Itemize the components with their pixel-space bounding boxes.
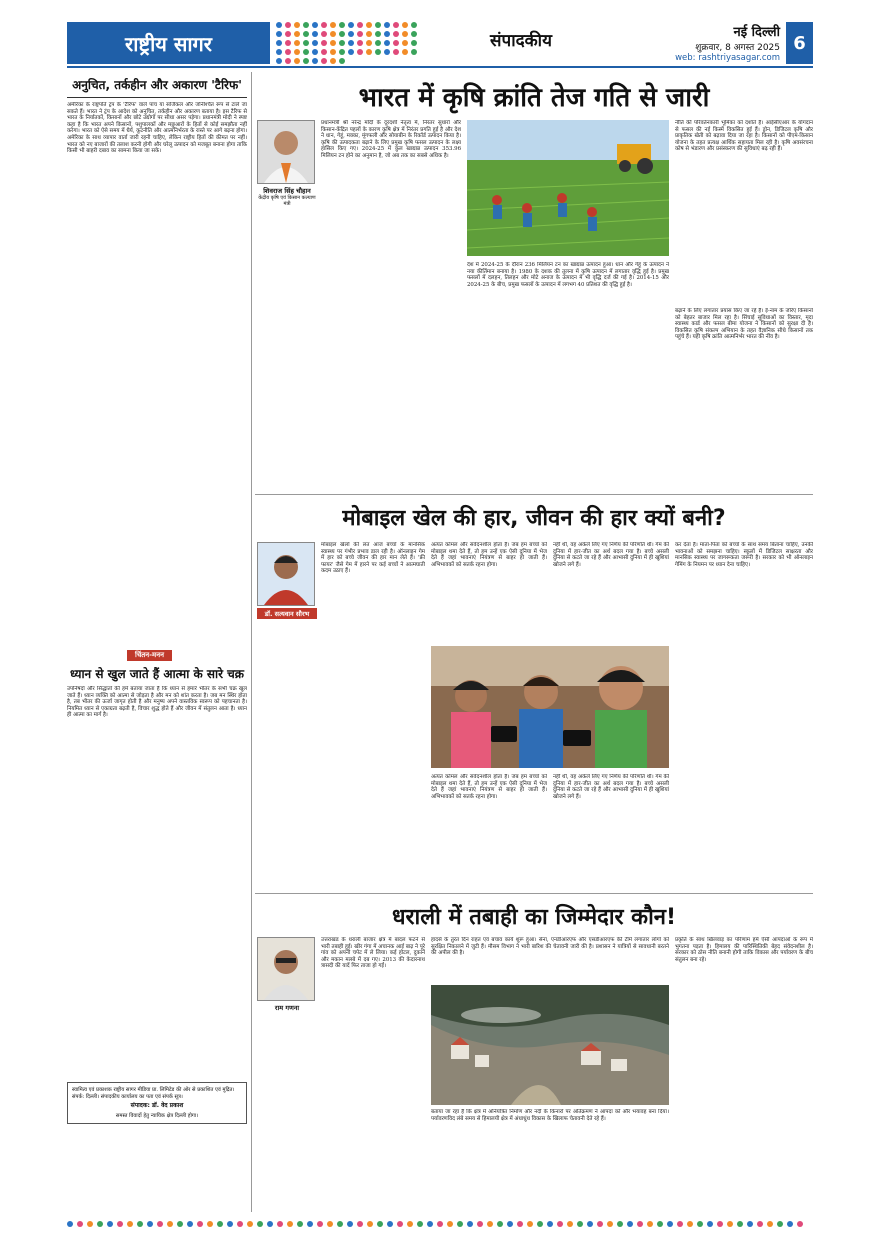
- dot: [312, 49, 318, 55]
- dot: [497, 1221, 503, 1227]
- headline[interactable]: भारत में कृषि क्रांति तेज गति से जारी: [358, 83, 710, 113]
- imprint-text: स्वामित्व एवं प्रकाशक राष्ट्रीय सागर मीडिया प्रा. लिमिटेड की ओर से प्रकाशित एवं मुद्रित। संपर्क: दिल्ली। संपादकीय कार्यालय का पता एवं संपर्क सूत्र।: [72, 1087, 235, 1100]
- dot: [411, 22, 417, 28]
- dot: [375, 40, 381, 46]
- dot: [285, 58, 291, 64]
- person-icon: [261, 940, 311, 1000]
- dot: [377, 1221, 383, 1227]
- author-photo: [257, 120, 315, 184]
- dot: [357, 49, 363, 55]
- dot: [107, 1221, 113, 1227]
- column-tag: चिंतन-मनन: [127, 650, 172, 661]
- newspaper-brand: राष्ट्रीय सागर: [67, 22, 270, 64]
- dot: [627, 1221, 633, 1227]
- dot: [276, 58, 282, 64]
- dot: [267, 1221, 273, 1227]
- article-body-col: नहीं थी, वह अकेले लिए गए निर्णय की परिणति थी। गेम की दुनिया में हार-जीत का अर्थ बदल गया है। बच्चे असली दुनिया से कटते जा रहे हैं और आभासी दुनिया में ही खुशियां खोजने लगे हैं।: [553, 542, 669, 568]
- dot: [747, 1221, 753, 1227]
- farm-photo: [467, 120, 669, 256]
- dot: [312, 31, 318, 37]
- children-gaming-photo: [431, 646, 669, 768]
- dot: [321, 22, 327, 28]
- edition-city: नई दिल्ली: [733, 25, 780, 40]
- section-divider: [255, 893, 813, 894]
- dot: [393, 40, 399, 46]
- dot: [337, 1221, 343, 1227]
- article-body-col: प्रधानमंत्री श्री नरेन्द्र मोदी के दूरदर्शी नेतृत्व में, निरंतर सुधारों और किसान-केंद्रित पहलों के कारण कृषि क्षेत्र में निरंतर प्रगति हुई है और देश ने धान, गेहूं, मक्का, मूंगफली और सोयाबीन के रिकॉर्ड उत्पादन किया है। कृषि की उत्पादकता बढ़ाने के लिए प्रमुख कृषि फसल उत्पादन के लक्ष्य हासिल किए गए। 2024-25 में कुल खाद्यान्न उत्पादन 353.96 मिलियन टन होने का अनुमान है, जो अब तक का सबसे अधिक है।: [321, 120, 461, 159]
- dot: [667, 1221, 673, 1227]
- dot: [285, 31, 291, 37]
- dot: [366, 22, 372, 28]
- dot: [285, 49, 291, 55]
- dot: [402, 31, 408, 37]
- dot: [167, 1221, 173, 1227]
- person-icon: [261, 123, 311, 183]
- dot: [393, 31, 399, 37]
- dot: [384, 40, 390, 46]
- editor-name: संपादक: डॉ. वेद प्रकाश: [130, 1102, 184, 1109]
- dot: [177, 1221, 183, 1227]
- dot: [87, 1221, 93, 1227]
- dot: [366, 31, 372, 37]
- column-title: ध्यान से खुल जाते हैं आत्मा के सारे चक्र: [69, 667, 245, 681]
- dot: [402, 49, 408, 55]
- dot: [117, 1221, 123, 1227]
- dot: [517, 1221, 523, 1227]
- dot: [457, 1221, 463, 1227]
- dot: [577, 1221, 583, 1227]
- dot: [321, 31, 327, 37]
- dot: [607, 1221, 613, 1227]
- dot: [547, 1221, 553, 1227]
- dot: [297, 1221, 303, 1227]
- column-divider: [251, 72, 252, 1212]
- dot: [417, 1221, 423, 1227]
- dot: [307, 1221, 313, 1227]
- dot: [339, 58, 345, 64]
- dot: [637, 1221, 643, 1227]
- article-body-col: प्रकृति के साथ खिलवाड़ का परिणाम हमें ऐसी आपदाओं के रूप में भुगतना पड़ता है। हिमालय की पारिस्थितिकी बेहद संवेदनशील है। सरकार को ठोस नीति बनानी होगी ताकि विकास और पर्यावरण के बीच संतुलन बना रहे।: [675, 937, 813, 963]
- dot: [707, 1221, 713, 1227]
- dot: [327, 1221, 333, 1227]
- dot: [467, 1221, 473, 1227]
- dot: [339, 31, 345, 37]
- headline[interactable]: धराली में तबाही का जिम्मेदार कौन!: [391, 905, 677, 930]
- dot: [187, 1221, 193, 1227]
- dot: [321, 49, 327, 55]
- dot: [217, 1221, 223, 1227]
- dot: [285, 22, 291, 28]
- dot: [597, 1221, 603, 1227]
- section-divider: [255, 494, 813, 495]
- dot: [797, 1221, 803, 1227]
- dot: [437, 1221, 443, 1227]
- dot: [557, 1221, 563, 1227]
- author-name: शिवराज सिंह चौहान: [263, 187, 311, 195]
- dot: [294, 49, 300, 55]
- article-body-col: देश में 2024-25 के दौरान 236 मिलियन टन का खाद्यान्न उत्पादन हुआ। धान और गेहूं के उत्पादन ने नया कीर्तिमान बनाया है। 1980 के दशक की तुलना में कृषि उत्पादन में लगातार वृद्धि हुई है। प्रमुख फसलों में दलहन, तिलहन और मोटे अनाज के उत्पादन में भी वृद्धि दर्ज की गई है। 2014-15 और 2024-25 के बीच, प्रमुख फसलों के उत्पादन में लगभग 40 प्रतिशत की वृद्धि हुई है।: [467, 262, 669, 288]
- dot: [347, 1221, 353, 1227]
- dot: [657, 1221, 663, 1227]
- dot: [330, 40, 336, 46]
- dot: [348, 49, 354, 55]
- dot: [157, 1221, 163, 1227]
- dot: [357, 22, 363, 28]
- dot: [357, 1221, 363, 1227]
- dot: [294, 31, 300, 37]
- dot: [402, 22, 408, 28]
- author-photo: [257, 542, 315, 606]
- dot: [727, 1221, 733, 1227]
- dot: [787, 1221, 793, 1227]
- author-box: [257, 542, 317, 619]
- dot: [587, 1221, 593, 1227]
- dot: [477, 1221, 483, 1227]
- dot: [197, 1221, 203, 1227]
- dot: [537, 1221, 543, 1227]
- dot: [303, 40, 309, 46]
- headline[interactable]: मोबाइल खेल की हार, जीवन की हार क्यों बनी?: [342, 506, 726, 531]
- dot: [312, 40, 318, 46]
- dot: [285, 40, 291, 46]
- dot: [393, 22, 399, 28]
- dot: [303, 22, 309, 28]
- dot: [348, 22, 354, 28]
- dot: [527, 1221, 533, 1227]
- dot: [321, 40, 327, 46]
- dot: [294, 22, 300, 28]
- article-body-col: बताया जा रहा है कि क्षेत्र में अनियंत्रित निर्माण और नदी के किनारों पर अतिक्रमण ने आपदा को और भयावह बना दिया। पर्यावरणविद लंबे समय से हिमालयी क्षेत्र में अंधाधुंध विकास के खिलाफ चेतावनी देते रहे हैं।: [431, 1109, 669, 1122]
- dot: [77, 1221, 83, 1227]
- dot: [330, 31, 336, 37]
- dot: [312, 58, 318, 64]
- article-body-col: अत्यंत कोमल और संवेदनशील होता है। जब हम बच्चों को मोबाइल थमा देते हैं, तो हम उन्हें एक ऐसी दुनिया में भेज देते हैं जहां भावनाएं नियंत्रण से बाहर हो जाती हैं। अभिभावकों को सतर्क रहना होगा।: [431, 542, 547, 568]
- dot: [67, 1221, 73, 1227]
- dot: [767, 1221, 773, 1227]
- dot: [137, 1221, 143, 1227]
- dot: [411, 31, 417, 37]
- dot: [294, 40, 300, 46]
- article-body-col: अत्यंत कोमल और संवेदनशील होता है। जब हम बच्चों को मोबाइल थमा देते हैं, तो हम उन्हें एक ऐसी दुनिया में भेज देते हैं जहां भावनाएं नियंत्रण से बाहर हो जाती हैं। अभिभावकों को सतर्क रहना होगा।: [431, 774, 547, 800]
- dot: [330, 58, 336, 64]
- dot: [294, 58, 300, 64]
- dot: [147, 1221, 153, 1227]
- dot: [487, 1221, 493, 1227]
- dot: [384, 31, 390, 37]
- dot: [697, 1221, 703, 1227]
- dot: [366, 40, 372, 46]
- dot: [207, 1221, 213, 1227]
- website-link[interactable]: web: rashtriyasagar.com: [675, 53, 780, 63]
- dot: [375, 22, 381, 28]
- dot: [387, 1221, 393, 1227]
- dot: [411, 40, 417, 46]
- article-body-col: नहीं थी, वह अकेले लिए गए निर्णय की परिणति थी। गेम की दुनिया में हार-जीत का अर्थ बदल गया है। बच्चे असली दुनिया से कटते जा रहे हैं और आभासी दुनिया में ही खुशियां खोजने लगे हैं।: [553, 774, 669, 800]
- dot: [287, 1221, 293, 1227]
- dot: [737, 1221, 743, 1227]
- author-name: डॉ. सत्यवान सौरभ: [257, 608, 317, 619]
- flood-photo: [431, 985, 669, 1105]
- dot: [687, 1221, 693, 1227]
- dot: [339, 22, 345, 28]
- dot: [407, 1221, 413, 1227]
- dot: [402, 40, 408, 46]
- dot: [303, 31, 309, 37]
- dot: [339, 49, 345, 55]
- dot: [348, 31, 354, 37]
- article-mobile-games: [255, 498, 813, 890]
- article-body-col: बढ़ाने के लिए लगातार प्रयास किए जा रहे हैं। ई-नाम के जरिए किसानों को बेहतर बाजार मिल रहा है। सिंचाई सुविधाओं का विस्तार, मृदा स्वास्थ्य कार्ड और फसल बीमा योजना ने किसानों को सुरक्षा दी है। विकसित कृषि संकल्प अभियान के तहत वैज्ञानिक सीधे किसानों तक पहुंचे हैं। यही कृषि क्रांति आत्मनिर्भर भारत की नींव है।: [675, 308, 813, 341]
- decorative-dots: [67, 1219, 813, 1229]
- dot: [567, 1221, 573, 1227]
- decorative-dots: [272, 22, 422, 64]
- section-title: संपादकीय: [490, 31, 552, 51]
- dot: [375, 31, 381, 37]
- article-body-col: उत्तराखंड के धराली बाजार क्षेत्र में बादल फटने से भारी तबाही हुई। खीर गंगा में अचानक आई बाढ़ ने पूरे गांव को अपनी चपेट में ले लिया। कई होटल, दुकानें और मकान मलबे में दब गए। 2013 की केदारनाथ त्रासदी की यादें फिर ताजा हो गईं।: [321, 937, 425, 970]
- dot: [339, 40, 345, 46]
- dot: [367, 1221, 373, 1227]
- dot: [393, 49, 399, 55]
- dot: [397, 1221, 403, 1227]
- imprint-box: [67, 1082, 247, 1124]
- dot: [303, 58, 309, 64]
- page-number: 6: [786, 22, 813, 64]
- jurisdiction-note: समस्त विवादों हेतु न्यायिक क्षेत्र दिल्ली होगा।: [115, 1112, 199, 1119]
- masthead-rule: [67, 66, 813, 68]
- author-box: [257, 120, 317, 207]
- author-name: राम गणना: [274, 1004, 300, 1012]
- article-body-col: मोबाइल खेलों की लत आज बच्चों के मानसिक स्वास्थ्य पर गंभीर प्रभाव डाल रही है। ऑनलाइन गेम में हार को बच्चे जीवन की हार मान लेते हैं। 'फ्री फायर' जैसे गेम में हारने पर कई बच्चों ने आत्मघाती कदम उठाए हैं।: [321, 542, 425, 575]
- dot: [384, 49, 390, 55]
- article-agriculture: [255, 72, 813, 492]
- author-box: [257, 937, 317, 1012]
- dot: [677, 1221, 683, 1227]
- dot: [366, 49, 372, 55]
- dot: [757, 1221, 763, 1227]
- dot: [330, 49, 336, 55]
- author-photo: [257, 937, 315, 1001]
- dot: [357, 40, 363, 46]
- dot: [717, 1221, 723, 1227]
- dot: [247, 1221, 253, 1227]
- editorial-title: अनुचित, तर्कहीन और अकारण 'टैरिफ': [67, 72, 247, 98]
- dot: [276, 22, 282, 28]
- dot: [427, 1221, 433, 1227]
- dot: [647, 1221, 653, 1227]
- dot: [447, 1221, 453, 1227]
- dot: [257, 1221, 263, 1227]
- dot: [411, 49, 417, 55]
- dot: [357, 31, 363, 37]
- author-designation: केंद्रीय कृषि एवं किसान कल्याण मंत्री: [258, 195, 316, 207]
- article-body-col: कर देता है। माता-पिता को बच्चों के साथ समय बिताना चाहिए, उनकी भावनाओं को समझना चाहिए। स्कूलों में डिजिटल साक्षरता और मानसिक स्वास्थ्य पर जागरूकता जरूरी है। सरकार को भी ऑनलाइन गेमिंग के नियमन पर ध्यान देना चाहिए।: [675, 542, 813, 568]
- dot: [277, 1221, 283, 1227]
- article-body-col: नीति की परिवर्तनकारी भूमिका को दर्शाते हैं। आईसीएआर के योगदान से फसल की नई किस्में विकसित हुई हैं। ड्रोन, डिजिटल कृषि और प्राकृतिक खेती को बढ़ावा दिया जा रहा है। किसानों को पीएम-किसान योजना के तहत प्रत्यक्ष आर्थिक सहायता मिल रही है। कृषि अवसंरचना कोष से भंडारण और प्रसंस्करण की सुविधाएं बढ़ रही हैं।: [675, 120, 813, 153]
- dot: [617, 1221, 623, 1227]
- dot: [227, 1221, 233, 1227]
- person-icon: [261, 545, 311, 605]
- dot: [276, 40, 282, 46]
- article-dharali: [255, 897, 813, 1215]
- dot: [97, 1221, 103, 1227]
- dot: [321, 58, 327, 64]
- dot: [330, 22, 336, 28]
- masthead: [0, 0, 877, 68]
- dot: [348, 40, 354, 46]
- dot: [777, 1221, 783, 1227]
- dot: [384, 22, 390, 28]
- article-body-col: हादसे के तुरंत दिन राहत एवं बचाव कार्य शुरू हुआ। सेना, एनडीआरएफ और एसडीआरएफ की टीमें लगातार लोगों को सुरक्षित निकालने में जुटी हैं। मौसम विभाग ने भारी बारिश की चेतावनी जारी की है। प्रशासन ने यात्रियों से सावधानी बरतने की अपील की है।: [431, 937, 669, 957]
- dot: [276, 31, 282, 37]
- left-column: [67, 72, 247, 1124]
- dot: [127, 1221, 133, 1227]
- dot: [507, 1221, 513, 1227]
- edition-date: शुक्रवार, 8 अगस्त 2025: [695, 43, 780, 53]
- editorial-body: अमेरिका के राष्ट्रपति ट्रंप के 'टैरिफ' वाले पांच या सर्जिकल और जनिश्चित रूप से टाले जा सकते हैं। भारत ने ट्रंप के आदेश को अनुचित, तर्कहीन और अकारण बताया है। इस टैरिफ से भारत के निर्यातकों, किसानों और छोटे उद्योगों पर सीधा असर पड़ेगा। प्रधानमंत्री मोदी ने स्पष्ट कहा है कि भारत अपने किसानों, पशुपालकों और मछुआरों के हितों से कोई समझौता नहीं करेगा। भारत को ऐसे समय में धैर्य, कूटनीति और आत्मनिर्भरता के रास्ते पर आगे बढ़ना होगा। अमेरिका के साथ व्यापार वार्ता जारी रहनी चाहिए, लेकिन राष्ट्रीय हितों की कीमत पर नहीं। भारत को नए बाजारों की तलाश करनी होगी और घरेलू उत्पादन को मजबूत बनाना होगा ताकि किसी भी बाहरी दबाव का सामना किया जा सके।: [67, 102, 247, 155]
- column-body: उपनिषदों और सिद्धांतों की हमें बताया जाता है कि ध्यान से हमारे भीतर के सभी चक्र खुल जाते हैं। ध्यान व्यक्ति को आत्मा से जोड़ता है और मन को शांत करता है। जब मन स्थिर होता है, तब भीतर की ऊर्जा जागृत होती है और मनुष्य अपने वास्तविक स्वरूप को पहचानता है। नियमित ध्यान से एकाग्रता बढ़ती है, विचार शुद्ध होते हैं और जीवन में संतुलन आता है। ध्यान ही आत्मा का मार्ग है।: [67, 686, 247, 719]
- dot: [312, 22, 318, 28]
- dot: [317, 1221, 323, 1227]
- dot: [375, 49, 381, 55]
- dot: [303, 49, 309, 55]
- dot: [237, 1221, 243, 1227]
- dot: [276, 49, 282, 55]
